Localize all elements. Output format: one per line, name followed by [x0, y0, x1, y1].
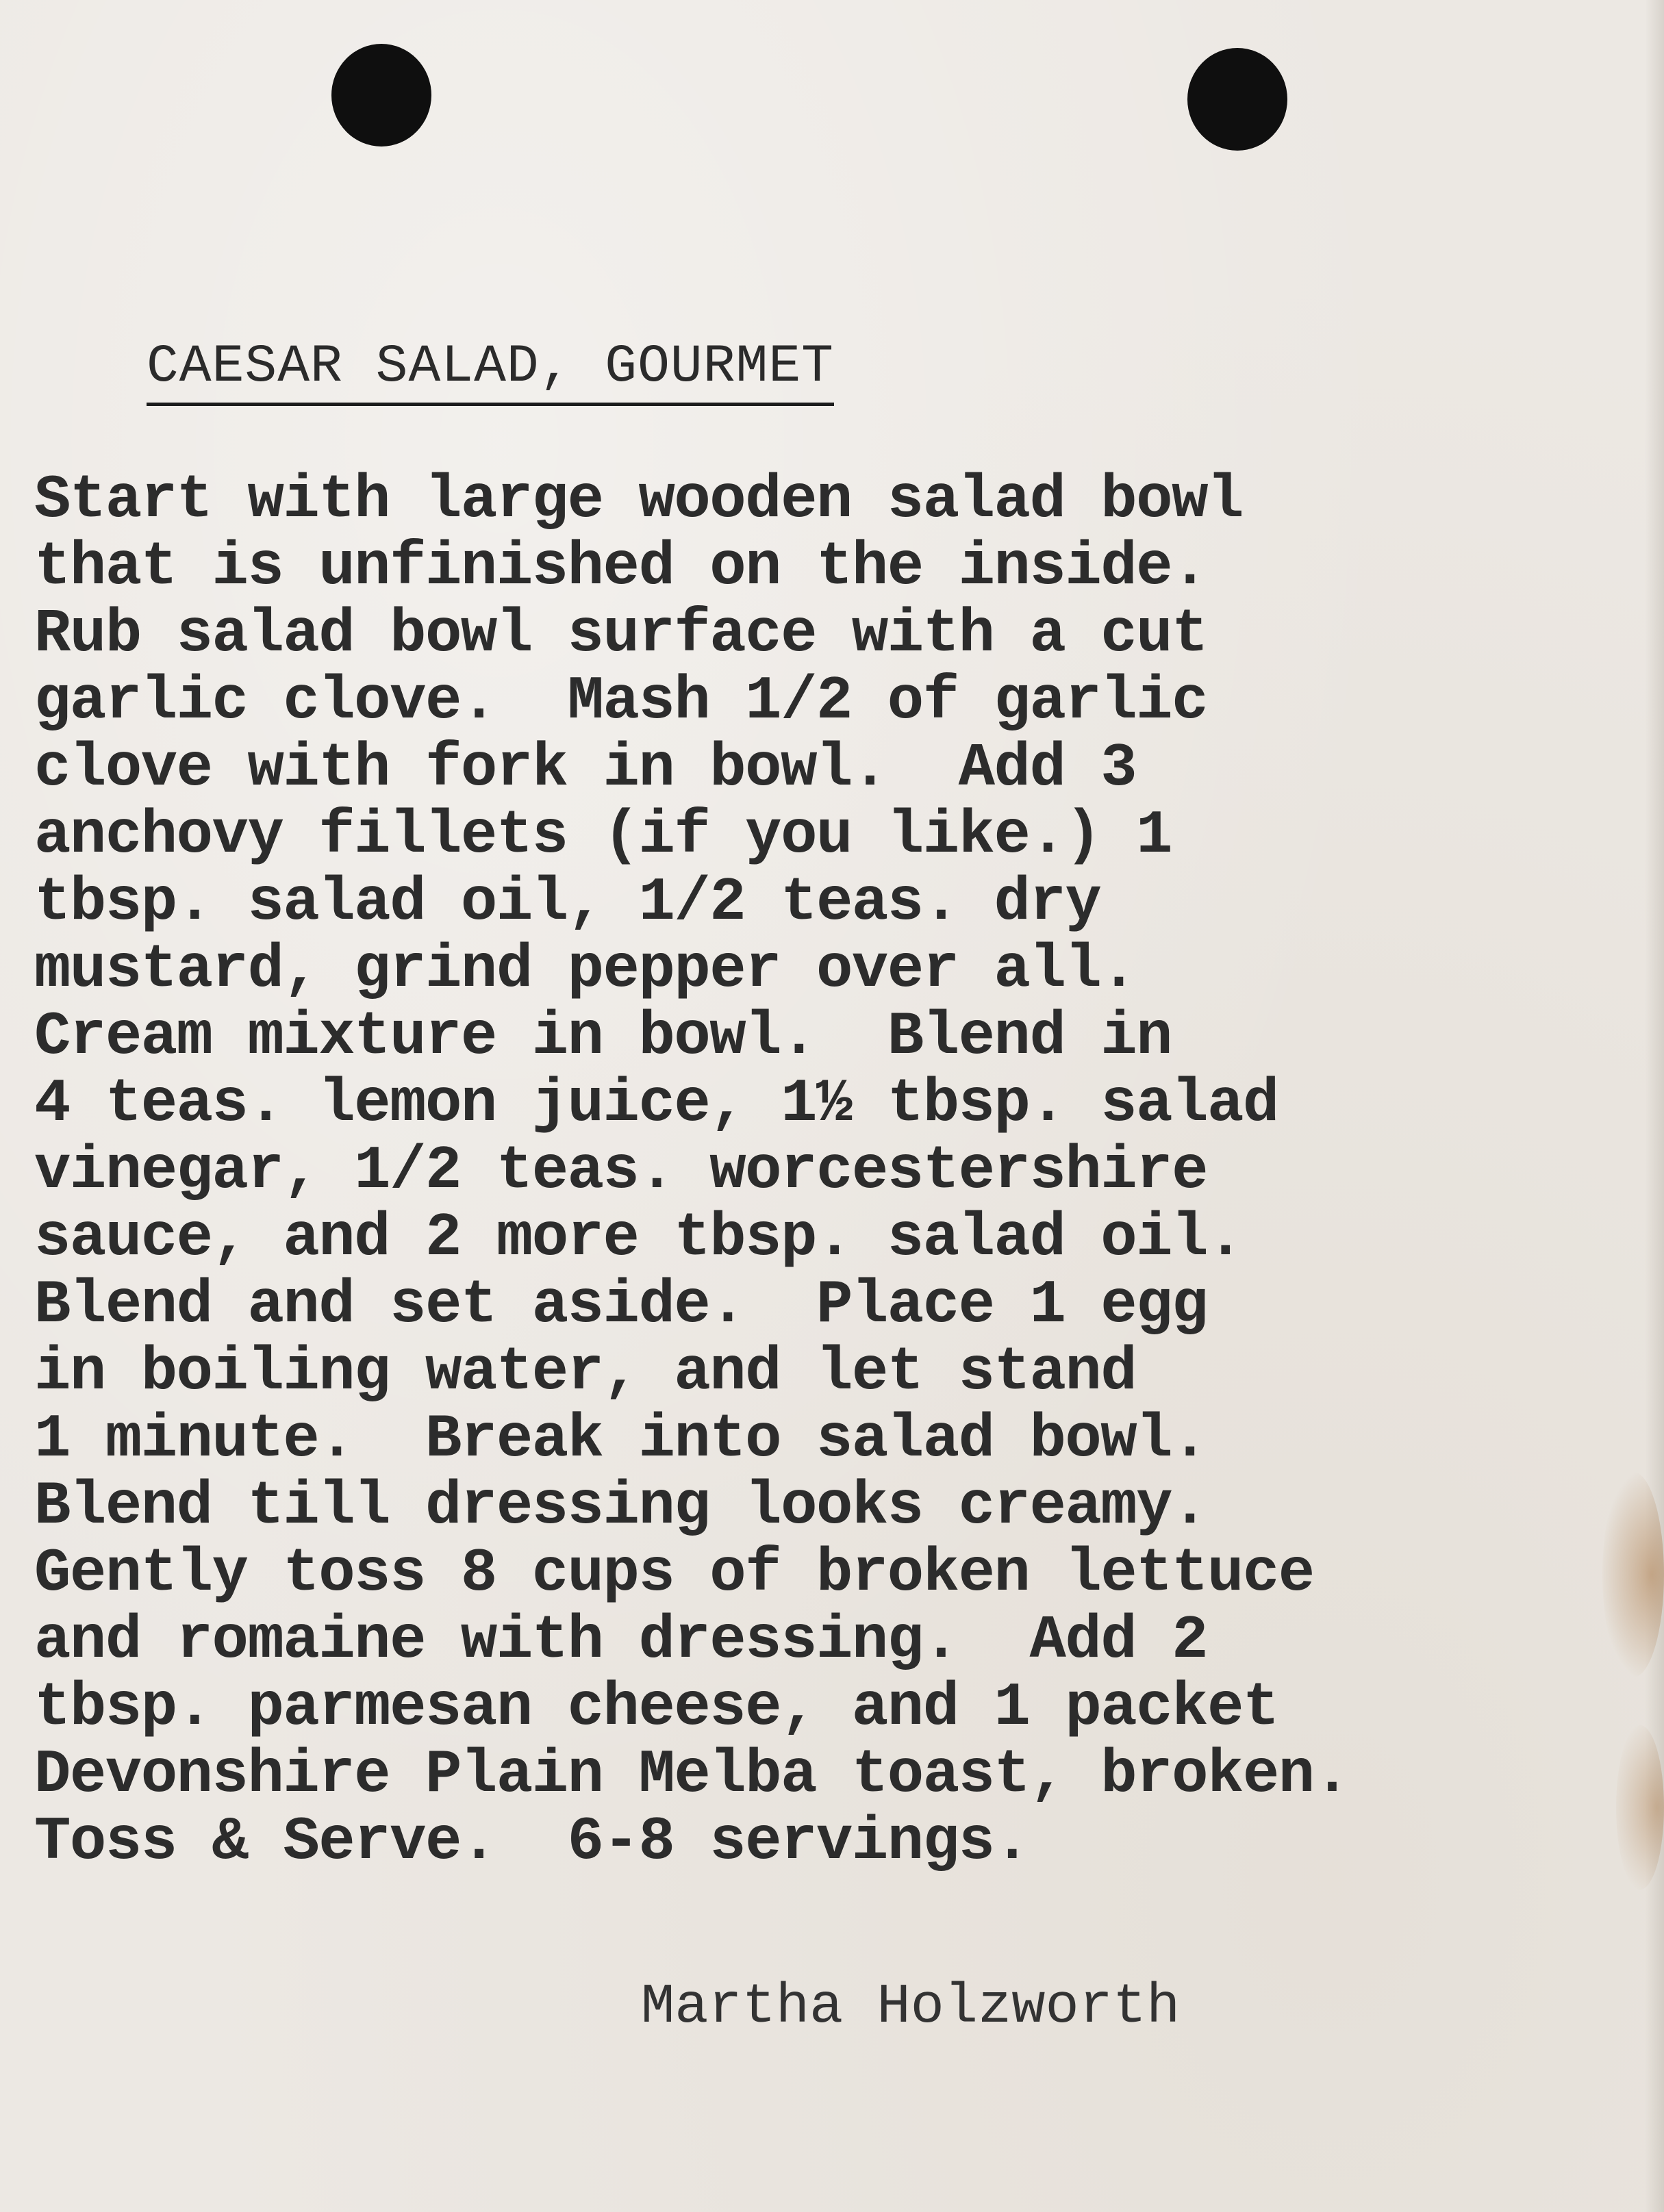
instruction-line: Gently toss 8 cups of broken lettuce [34, 1539, 1314, 1608]
instruction-line: clove with fork in bowl. Add 3 [34, 734, 1137, 803]
instruction-line: tbsp. parmesan cheese, and 1 packet [34, 1673, 1278, 1742]
instruction-line: Rub salad bowl surface with a cut [34, 600, 1207, 669]
stain-mark [1616, 1725, 1664, 1890]
instruction-line: and romaine with dressing. Add 2 [34, 1606, 1207, 1675]
author-signature: Martha Holzworth [641, 1975, 1181, 2039]
instruction-line: garlic clove. Mash 1/2 of garlic [34, 667, 1207, 736]
punch-hole-left [331, 44, 431, 147]
stain-mark [1602, 1472, 1664, 1677]
recipe-title: CAESAR SALAD, GOURMET [147, 333, 834, 406]
instruction-line: mustard, grind pepper over all. [34, 935, 1137, 1004]
instruction-line: Blend till dressing looks creamy. [34, 1472, 1207, 1541]
instruction-line: 1 minute. Break into salad bowl. [34, 1405, 1207, 1474]
punch-hole-right [1187, 48, 1287, 151]
recipe-instructions [34, 467, 1602, 1876]
instruction-line: in boiling water, and let stand [34, 1338, 1137, 1407]
instruction-line: Start with large wooden salad bowl [34, 466, 1243, 535]
instruction-line: 4 teas. lemon juice, 1½ tbsp. salad [34, 1069, 1278, 1139]
instruction-line: anchovy fillets (if you like.) 1 [34, 801, 1172, 870]
instruction-line: that is unfinished on the inside. [34, 533, 1207, 602]
instruction-line: Cream mixture in bowl. Blend in [34, 1002, 1172, 1071]
instruction-line: Blend and set aside. Place 1 egg [34, 1271, 1207, 1340]
instruction-line: Toss & Serve. 6-8 servings. [34, 1807, 1030, 1877]
instruction-line: Devonshire Plain Melba toast, broken. [34, 1740, 1350, 1809]
instruction-line: sauce, and 2 more tbsp. salad oil. [34, 1204, 1243, 1273]
instruction-line: tbsp. salad oil, 1/2 teas. dry [34, 868, 1101, 937]
instruction-line: vinegar, 1/2 teas. worcestershire [34, 1136, 1207, 1206]
